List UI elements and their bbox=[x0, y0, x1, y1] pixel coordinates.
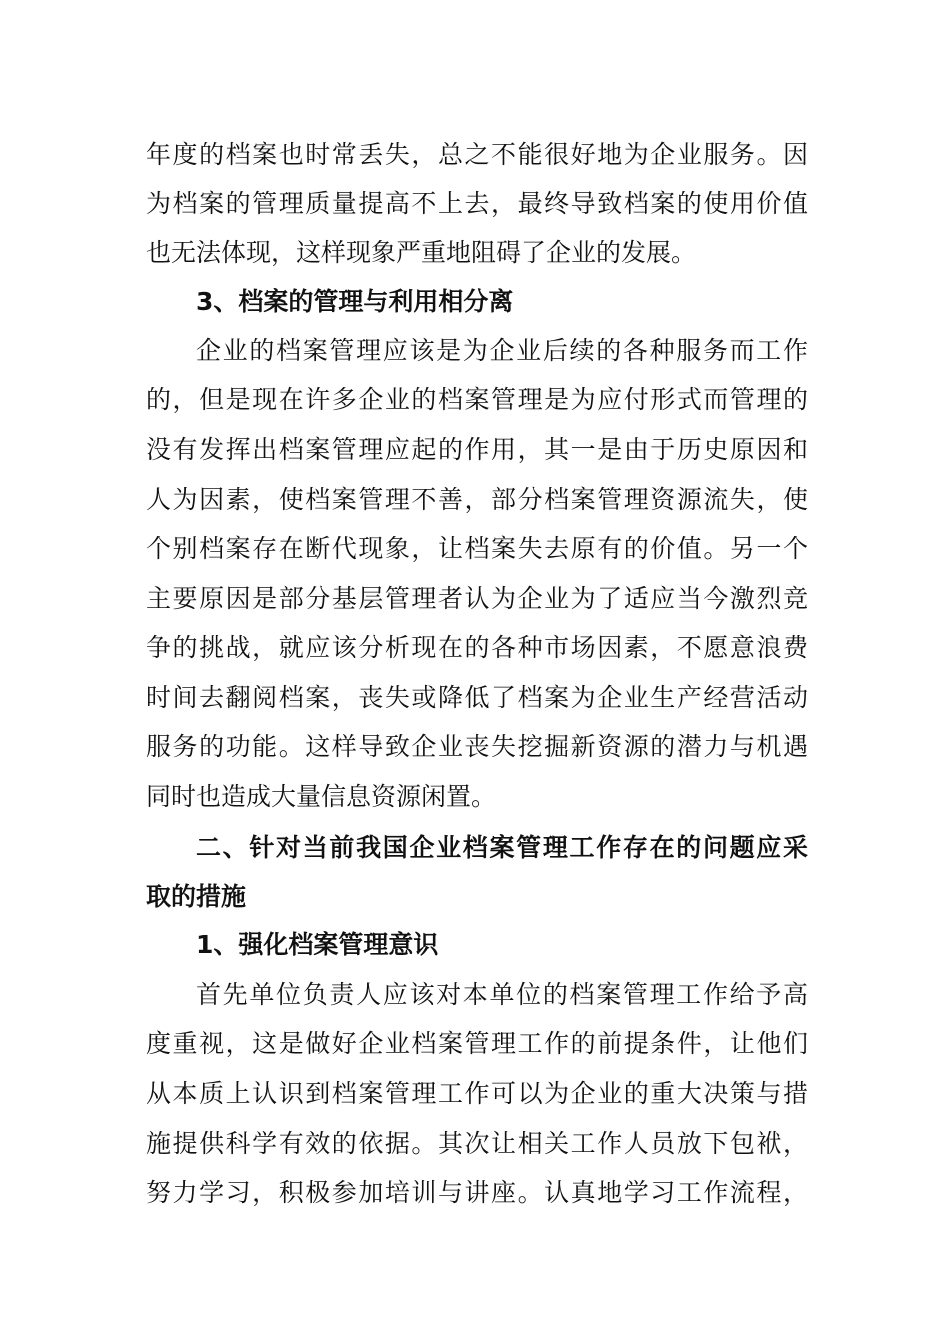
paragraph-line: 施提供科学有效的依据。其次让相关工作人员放下包袱， bbox=[146, 1129, 808, 1158]
section-heading-3: 3、档案的管理与利用相分离 bbox=[196, 287, 514, 316]
paragraph-line: 主要原因是部分基层管理者认为企业为了适应当今激烈竞 bbox=[146, 584, 808, 613]
paragraph-line: 也无法体现，这样现象严重地阻碍了企业的发展。 bbox=[146, 238, 697, 267]
paragraph-line: 努力学习，积极参加培训与讲座。认真地学习工作流程， bbox=[146, 1178, 808, 1207]
paragraph-line: 时间去翻阅档案，丧失或降低了档案为企业生产经营活动 bbox=[146, 683, 808, 712]
paragraph-line: 个别档案存在断代现象，让档案失去原有的价值。另一个 bbox=[146, 534, 808, 563]
paragraph-line: 企业的档案管理应该是为企业后续的各种服务而工作 bbox=[196, 336, 808, 365]
paragraph-line: 服务的功能。这样导致企业丧失挖掘新资源的潜力与机遇 bbox=[146, 732, 808, 761]
paragraph-line: 度重视，这是做好企业档案管理工作的前提条件，让他们 bbox=[146, 1029, 808, 1058]
chapter-heading: 二、针对当前我国企业档案管理工作存在的问题应采 bbox=[196, 833, 808, 862]
paragraph-line: 从本质上认识到档案管理工作可以为企业的重大决策与措 bbox=[146, 1079, 808, 1108]
paragraph-line: 首先单位负责人应该对本单位的档案管理工作给予高 bbox=[196, 980, 808, 1009]
paragraph-line: 年度的档案也时常丢失，总之不能很好地为企业服务。因 bbox=[146, 140, 808, 169]
paragraph-line: 的，但是现在许多企业的档案管理是为应付形式而管理的 bbox=[146, 385, 808, 414]
section-heading-1: 1、强化档案管理意识 bbox=[196, 930, 439, 959]
paragraph-line: 为档案的管理质量提高不上去，最终导致档案的使用价值 bbox=[146, 189, 808, 218]
paragraph-line: 人为因素，使档案管理不善，部分档案管理资源流失，使 bbox=[146, 485, 808, 514]
paragraph-line: 没有发挥出档案管理应起的作用，其一是由于历史原因和 bbox=[146, 435, 808, 464]
paragraph-line: 同时也造成大量信息资源闲置。 bbox=[146, 782, 497, 811]
paragraph-line: 争的挑战，就应该分析现在的各种市场因素，不愿意浪费 bbox=[146, 633, 808, 662]
chapter-heading-continued: 取的措施 bbox=[146, 882, 247, 911]
